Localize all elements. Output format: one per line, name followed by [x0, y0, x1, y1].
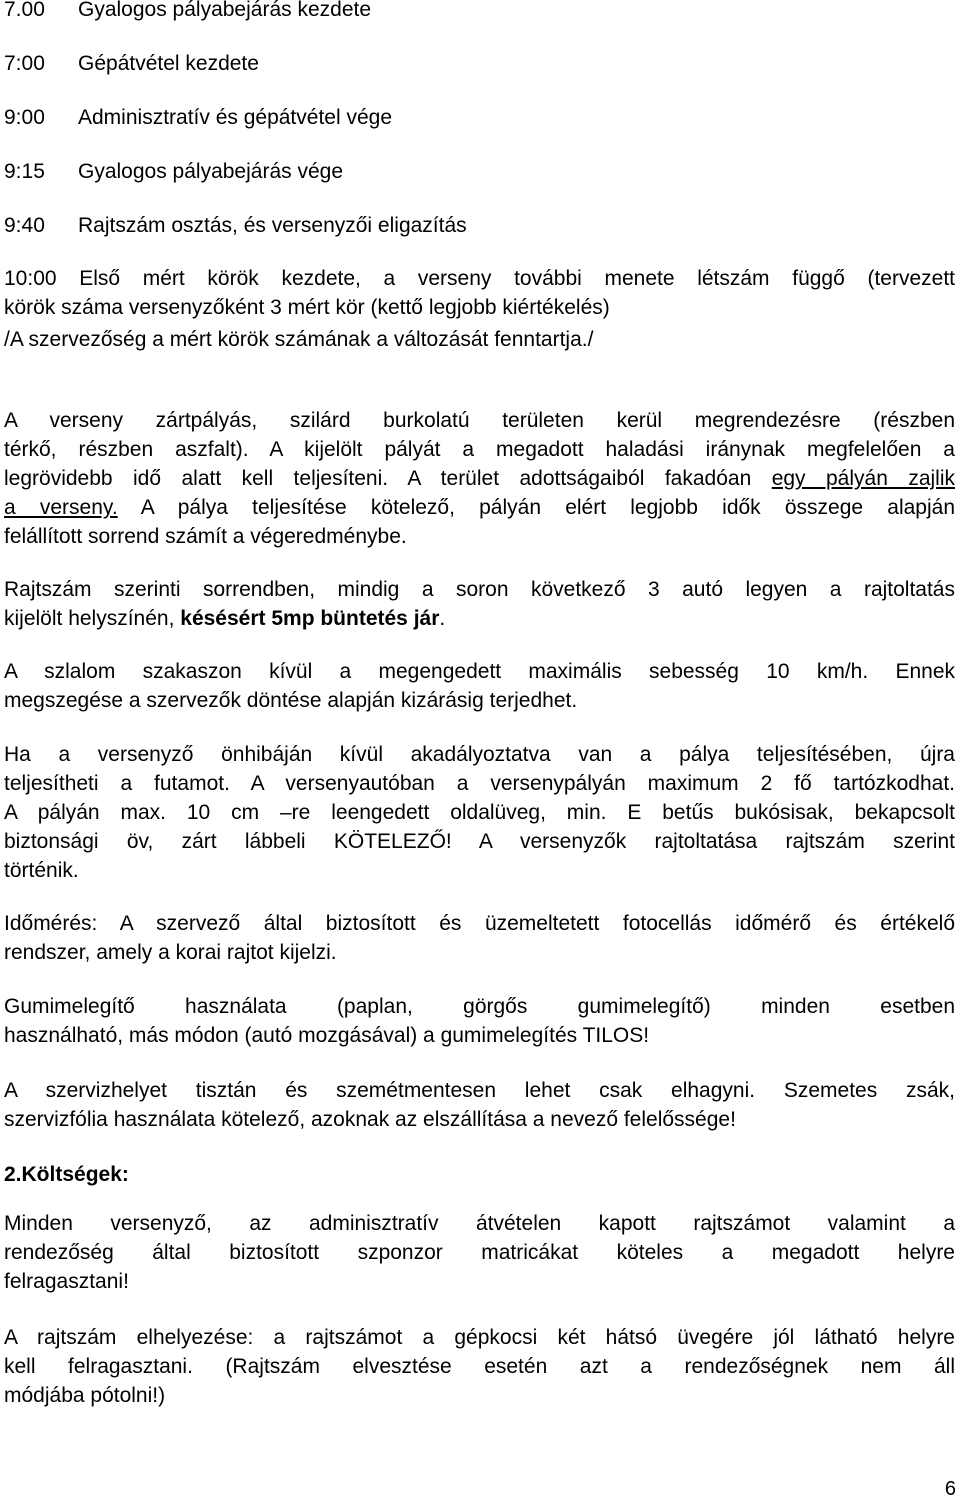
schedule-time: 9:40 [4, 214, 45, 237]
text-line: A verseny zártpályás, szilárd burkolatú területen kerül megrendezésre (részben [4, 409, 955, 432]
schedule-item [4, 52, 259, 76]
paragraph-service-area [4, 1076, 955, 1134]
text-line: szervizfólia használata kötelező, azoknak az elszállítása a nevező felelőssége! [4, 1108, 736, 1131]
text-line [4, 464, 955, 493]
paragraph-track [4, 406, 955, 551]
text-line: használható, más módon (autó mozgásával) a gumimelegítés TILOS! [4, 1024, 650, 1047]
heading-costs: 2.Költségek: [4, 1163, 129, 1186]
paragraph-start-order [4, 575, 955, 633]
text-line: Minden versenyző, az adminisztratív átvételen kapott rajtszámot valamint a [4, 1212, 955, 1235]
schedule-time: 7:00 [4, 52, 45, 75]
text-line: rendszer, amely a korai rajtot kijelzi. [4, 941, 337, 964]
text-line: körök száma versenyzőként 3 mért kör (kettő legjobb kiértékelés) [4, 296, 610, 319]
text-line: A szlalom szakaszon kívül a megengedett maximális sebesség 10 km/h. Ennek [4, 660, 955, 683]
text-line: történik. [4, 859, 79, 882]
paragraph-tyre-warming [4, 992, 955, 1050]
text-line: megszegése a szervezők döntése alapján kizárásig terjedhet. [4, 689, 578, 712]
text-line: kell felragasztani. (Rajtszám elvesztése esetén azt a rendezőségnek nem áll [4, 1355, 955, 1378]
underlined-text: a verseny. [4, 496, 118, 519]
paragraph-safety [4, 740, 955, 885]
schedule-text: Gépátvétel kezdete [78, 52, 259, 75]
bold-text: késésért 5mp büntetés jár [180, 607, 440, 630]
schedule-text: Rajtszám osztás, és versenyzői eligazítás [78, 214, 467, 237]
schedule-time: 7.00 [4, 0, 45, 21]
paragraph-stickers [4, 1209, 955, 1296]
text-segment: . [439, 607, 446, 630]
paragraph-first-laps [4, 264, 955, 322]
text-line: Gumimelegítő használata (paplan, görgős gumimelegítő) minden esetben [4, 995, 955, 1018]
schedule-text: Adminisztratív és gépátvétel vége [78, 106, 392, 129]
text-segment: legrövidebb idő alatt kell teljesíteni. A terület adottságaiból fakadóan [4, 467, 772, 490]
text-line: módjába pótolni!) [4, 1384, 166, 1407]
text-line: A rajtszám elhelyezése: a rajtszámot a gépkocsi két hátsó üvegére jól látható helyre [4, 1326, 955, 1349]
page-number: 6 [944, 1478, 956, 1500]
schedule-item [4, 106, 392, 130]
text-line: felállított sorrend számít a végeredménybe. [4, 525, 407, 548]
schedule-time: 9:15 [4, 160, 45, 183]
text-line: felragasztani! [4, 1270, 129, 1293]
paragraph-start-number-placement [4, 1323, 955, 1410]
text-line: /A szervezőség a mért körök számának a változását fenntartja./ [4, 328, 594, 351]
schedule-text: Gyalogos pályabejárás kezdete [78, 0, 372, 21]
schedule-text: Gyalogos pályabejárás vége [78, 160, 344, 183]
text-line: A szervizhelyet tisztán és szemétmentesen lehet csak elhagyni. Szemetes zsák, [4, 1079, 955, 1102]
text-segment: kijelölt helyszínén, [4, 607, 181, 630]
underlined-text: egy pályán zajlik [771, 467, 955, 490]
schedule-item [4, 214, 467, 238]
text-line: rendezőség által biztosított szponzor matricákat köteles a megadott helyre [4, 1241, 955, 1264]
section-heading [4, 1160, 955, 1189]
text-line: A pályán max. 10 cm –re leengedett oldalüveg, min. E betűs bukósisak, bekapcsolt [4, 801, 955, 824]
text-line: 10:00 Első mért körök kezdete, a verseny további menete létszám függő (tervezett [4, 267, 955, 290]
text-line [4, 604, 955, 633]
schedule-item [4, 0, 371, 22]
paragraph-timing [4, 909, 955, 967]
text-line: Ha a versenyző önhibáján kívül akadályoztatva van a pálya teljesítésében, újra [4, 743, 955, 766]
text-line: Időmérés: A szervező által biztosított és üzemeltetett fotocellás időmérő és értékelő [4, 912, 955, 935]
text-segment: A pálya teljesítése kötelező, pályán elért legjobb idők összege alapján [117, 496, 955, 519]
paragraph-organizer-note [4, 325, 955, 354]
text-line: Rajtszám szerinti sorrendben, mindig a soron következő 3 autó legyen a rajtoltatás [4, 578, 955, 601]
text-line: biztonsági öv, zárt lábbeli KÖTELEZŐ! A versenyzők rajtoltatása rajtszám szerint [4, 830, 955, 853]
text-line: térkő, részben aszfalt). A kijelölt pályát a megadott haladási iránynak megfelelően a [4, 438, 955, 461]
text-line [4, 493, 955, 522]
schedule-time: 9:00 [4, 106, 45, 129]
paragraph-speed-limit [4, 657, 955, 715]
schedule-item [4, 160, 343, 184]
text-line: teljesítheti a futamot. A versenyautóban a versenypályán maximum 2 fő tartózkodhat. [4, 772, 955, 795]
